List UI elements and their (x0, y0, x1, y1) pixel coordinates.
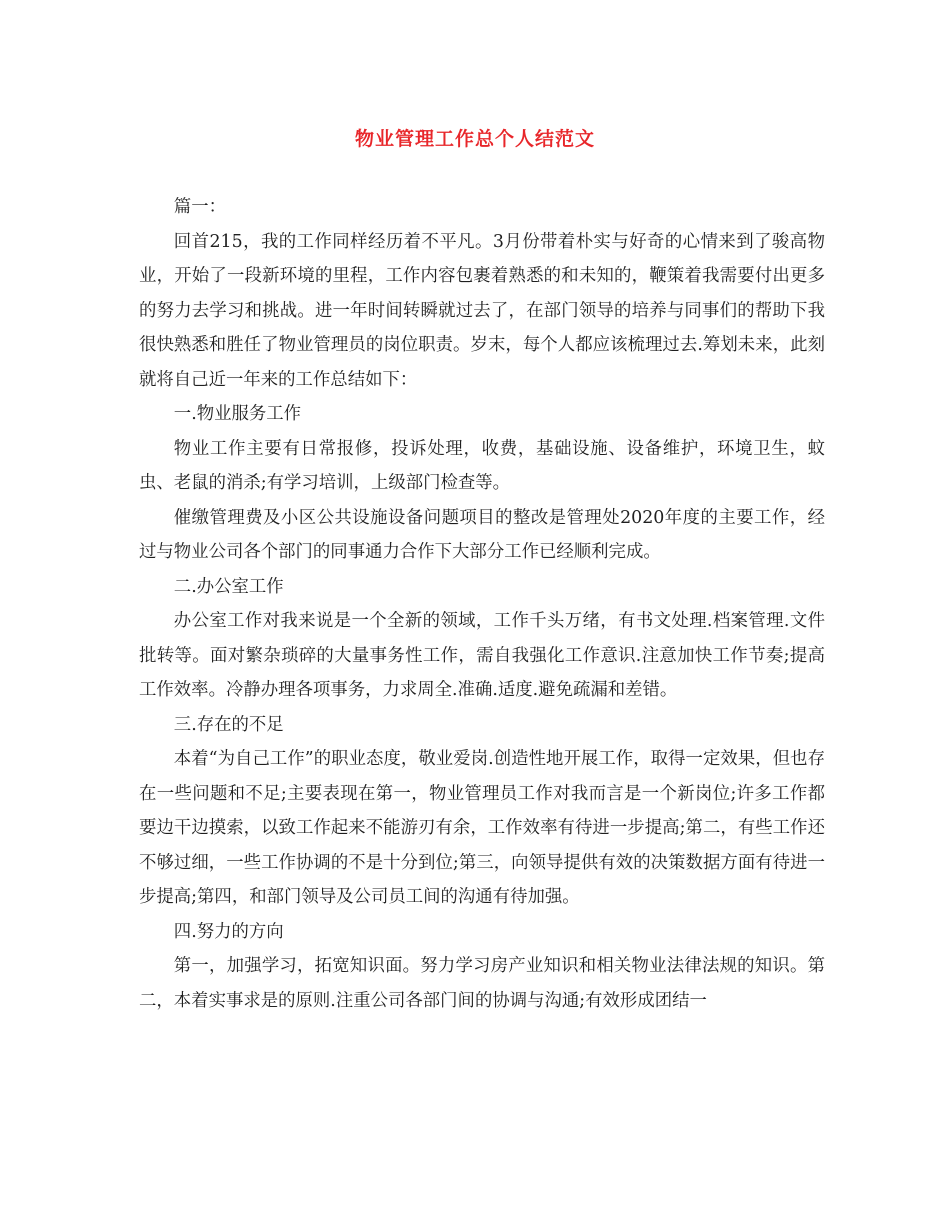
paragraph-intro: 回首215，我的工作同样经历着不平凡。3月份带着朴实与好奇的心情来到了骏高物业，开始了一段新环境的里程，工作内容包裹着熟悉的和未知的，鞭策着我需要付出更多的努力去学习和挑战。进一年时间转瞬就过去了，在部门领导的培养与同事们的帮助下我很快熟悉和胜任了物业管理员的岗位职责。岁末，每个人都应该梳理过去.筹划未来，此刻就将自己近一年来的工作总结如下： (139, 231, 825, 390)
paragraph-service-2: 催缴管理费及小区公共设施设备问题项目的整改是管理处2020年度的主要工作，经过与物业公司各个部门的同事通力合作下大部分工作已经顺利完成。 (139, 507, 825, 562)
section-label: 篇一： (173, 197, 226, 217)
section-heading-3: 三.存在的不足 (173, 714, 284, 735)
paragraph-service-1: 物业工作主要有日常报修，投诉处理，收费，基础设施、设备维护，环境卫生，蚊虫、老鼠的消杀;有学习培训，上级部门检查等。 (139, 438, 825, 493)
document-body (139, 190, 825, 1018)
section-heading-2: 二.办公室工作 (173, 576, 284, 597)
section-heading-4: 四.努力的方向 (173, 921, 284, 942)
section-heading-1: 一.物业服务工作 (173, 404, 302, 424)
paragraph-shortcomings: 本着“为自己工作”的职业态度，敬业爱岗.创造性地开展工作，取得一定效果，但也存在一些问题和不足;主要表现在第一，物业管理员工作对我而言是一个新岗位;许多工作都要边干边摸索，以致工作起来不能游刃有余，工作效率有待进一步提高;第二，有些工作还不够过细，一些工作协调的不是十分到位;第三，向领导提供有效的决策数据方面有待进一步提高;第四，和部门领导及公司员工间的沟通有待加强。 (139, 749, 825, 907)
paragraph-direction: 第一，加强学习，拓宽知识面。努力学习房产业知识和相关物业法律法规的知识。第二，本着实事求是的原则.注重公司各部门间的协调与沟通;有效形成团结一 (139, 956, 825, 1011)
paragraph-office: 办公室工作对我来说是一个全新的领域，工作千头万绪，有书文处理.档案管理.文件批转等。面对繁杂琐碎的大量事务性工作，需自我强化工作意识.注意加快工作节奏;提高工作效率。冷静办理各项事务，力求周全.准确.适度.避免疏漏和差错。 (139, 611, 825, 700)
document-title: 物业管理工作总个人结范文 (354, 128, 595, 150)
